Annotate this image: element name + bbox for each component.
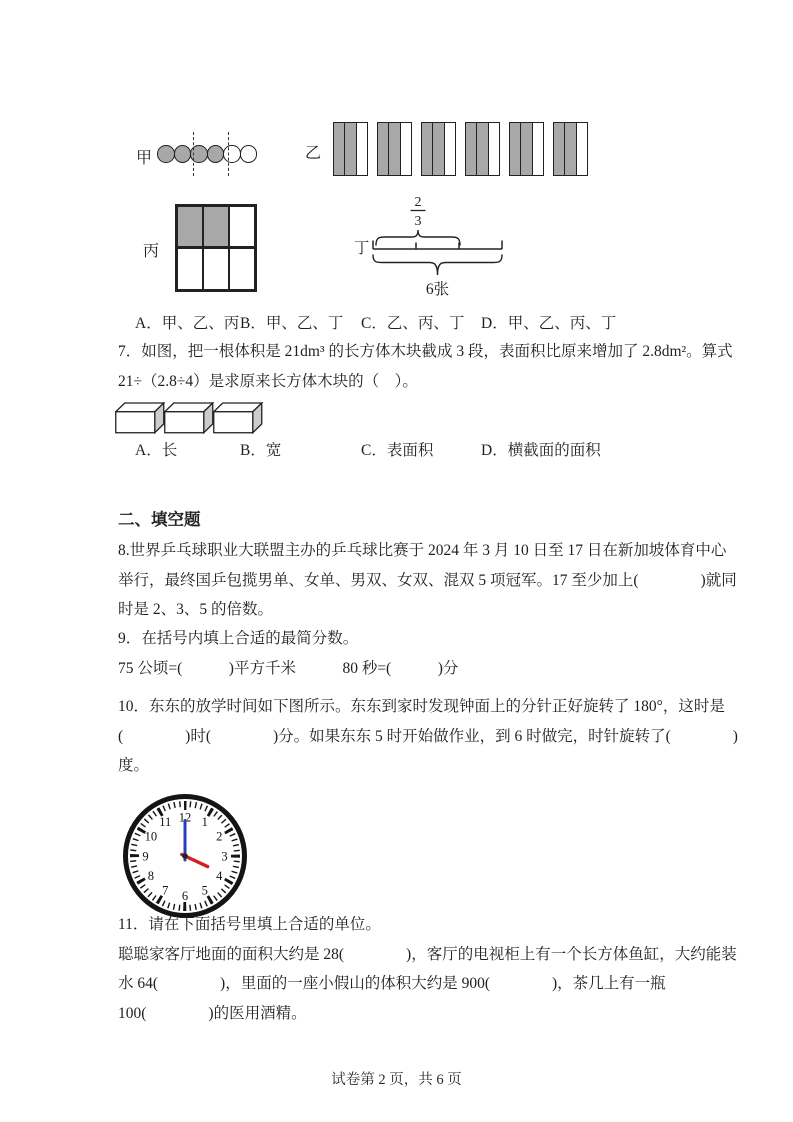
strip-shaded bbox=[521, 123, 532, 175]
q7-text bbox=[118, 337, 733, 396]
text-line: 举行，最终国乒包揽男单、女单、男双、女双、混双 5 项冠军。17 至少加上( )就同 bbox=[118, 571, 737, 589]
q7-option-c: C．表面积 bbox=[361, 442, 434, 459]
ding-bottom-brace bbox=[373, 255, 502, 275]
cuboid bbox=[214, 403, 262, 433]
cuboid bbox=[116, 403, 164, 433]
strip-shaded bbox=[433, 123, 444, 175]
text-line: 9．在括号内填上合适的最简分数。 bbox=[118, 630, 359, 647]
circle-filled bbox=[157, 145, 175, 163]
text-line: 8.世界乒乓球职业大联盟主办的乒乓球比赛于 2024 年 3 月 10 日至 17 日在新加坡体育中心 bbox=[118, 542, 727, 559]
strip-group bbox=[377, 122, 412, 176]
strip-shaded bbox=[565, 123, 576, 175]
bing-grid bbox=[175, 204, 257, 292]
jia-circles bbox=[157, 145, 256, 163]
circle-filled bbox=[174, 145, 192, 163]
q10-text bbox=[118, 692, 738, 781]
q7-option-a: A．长 bbox=[135, 442, 178, 459]
strip-empty bbox=[533, 123, 543, 175]
strip-shaded bbox=[334, 123, 345, 175]
strip-group bbox=[553, 122, 588, 176]
q6-option-a: A．甲、乙、丙 bbox=[135, 315, 240, 332]
strip-empty bbox=[357, 123, 367, 175]
figure-yi-label: 乙 bbox=[305, 145, 322, 162]
q6-options bbox=[118, 311, 738, 335]
figure-jia-label: 甲 bbox=[136, 150, 153, 167]
circle-empty bbox=[240, 145, 258, 163]
cell-empty bbox=[177, 248, 203, 290]
circle-filled bbox=[207, 145, 225, 163]
strip-empty bbox=[445, 123, 455, 175]
cell-shaded bbox=[203, 206, 229, 248]
text-line: 聪聪家客厅地面的面积大约是 28( )，客厅的电视柜上有一个长方体鱼缸，大约能装 bbox=[118, 945, 737, 963]
q11-text bbox=[118, 910, 737, 1028]
figure-yi-strips bbox=[305, 122, 595, 178]
text-line: 10．东东的放学时间如下图所示。东东到家时发现钟面上的分针正好旋转了 180°，这时是 bbox=[118, 698, 725, 715]
ding-top-brace bbox=[376, 230, 460, 245]
text-line: 7．如图，把一根体积是 21dm³ 的长方体木块截成 3 段，表面积比原来增加了 2.8dm²。算式 bbox=[118, 343, 733, 360]
cell-empty bbox=[229, 248, 255, 290]
strip-empty bbox=[401, 123, 411, 175]
text-line: 21÷（2.8÷4）是求原来长方体木块的（ ）。 bbox=[118, 372, 418, 390]
strip-group bbox=[509, 122, 544, 176]
clock-number: 12 bbox=[178, 810, 192, 825]
q6-option-c: C．乙、丙、丁 bbox=[361, 315, 465, 332]
strip-shaded bbox=[477, 123, 488, 175]
q7-option-b: B．宽 bbox=[240, 442, 282, 459]
ding-fraction-numerator: 2 bbox=[414, 195, 422, 210]
jia-dashed-divider bbox=[193, 132, 194, 176]
figure-ding-label: 丁 bbox=[354, 240, 370, 257]
yi-groups bbox=[333, 122, 588, 176]
text-line: 水 64( )，里面的一座小假山的体积大约是 900( )，茶几上有一瓶 bbox=[118, 975, 666, 992]
strip-group bbox=[465, 122, 500, 176]
clock-number: 1 bbox=[201, 815, 208, 830]
figure-ding-segment bbox=[352, 186, 517, 300]
text-line: ( )时( )分。如果东东 5 时开始做作业，到 6 时做完，时针旋转了( ) bbox=[118, 727, 738, 745]
cell-shaded bbox=[177, 206, 203, 248]
clock-figure bbox=[120, 791, 250, 921]
strip-shaded bbox=[389, 123, 400, 175]
strip-shaded bbox=[554, 123, 565, 175]
clock-number: 10 bbox=[144, 829, 158, 844]
strip-empty bbox=[489, 123, 499, 175]
clock-center-pin bbox=[182, 853, 188, 859]
figure-cuboids bbox=[115, 402, 265, 440]
clock-number: 5 bbox=[201, 883, 208, 898]
figure-jia-circles bbox=[136, 132, 306, 178]
strip-shaded bbox=[466, 123, 477, 175]
text-line: 11．请在下面括号里填上合适的单位。 bbox=[118, 916, 381, 933]
figure-bing-label: 丙 bbox=[143, 243, 160, 260]
section-2-title: 二、填空题 bbox=[118, 510, 201, 529]
text-line: 度。 bbox=[118, 757, 150, 774]
figure-bing-grid bbox=[143, 202, 258, 290]
cuboid bbox=[165, 403, 213, 433]
clock-number: 9 bbox=[142, 849, 149, 864]
clock-number: 8 bbox=[147, 869, 155, 884]
clock-number: 7 bbox=[162, 883, 169, 898]
text-line: 100( )的医用酒精。 bbox=[118, 1004, 307, 1022]
clock-number: 2 bbox=[216, 829, 223, 844]
strip-shaded bbox=[510, 123, 521, 175]
q7-options bbox=[118, 438, 738, 462]
q6-option-d: D．甲、乙、丙、丁 bbox=[481, 315, 617, 332]
circle-empty bbox=[223, 145, 241, 163]
cell-empty bbox=[229, 206, 255, 248]
strip-shaded bbox=[378, 123, 389, 175]
page-footer: 试卷第 2 页，共 6 页 bbox=[331, 1072, 462, 1088]
cell-empty bbox=[203, 248, 229, 290]
jia-dashed-divider bbox=[228, 132, 229, 176]
clock-number: 11 bbox=[159, 815, 172, 830]
text-line: 75 公顷=( )平方千米 80 秒=( )分 bbox=[118, 659, 459, 677]
clock-number: 3 bbox=[221, 849, 228, 864]
strip-group bbox=[333, 122, 368, 176]
q8-text bbox=[118, 536, 737, 625]
strip-group bbox=[421, 122, 456, 176]
q6-option-b: B．甲、乙、丁 bbox=[240, 315, 344, 332]
ding-fraction-denominator: 3 bbox=[414, 214, 422, 229]
ding-total-label: 6张 bbox=[425, 281, 450, 298]
clock-number: 6 bbox=[181, 888, 189, 903]
text-line: 时是 2、3、5 的倍数。 bbox=[118, 601, 274, 618]
strip-empty bbox=[577, 123, 587, 175]
strip-shaded bbox=[422, 123, 433, 175]
q7-option-d: D．横截面的面积 bbox=[481, 442, 601, 459]
clock-number: 4 bbox=[216, 869, 223, 884]
strip-shaded bbox=[345, 123, 356, 175]
q9-text bbox=[118, 624, 458, 683]
